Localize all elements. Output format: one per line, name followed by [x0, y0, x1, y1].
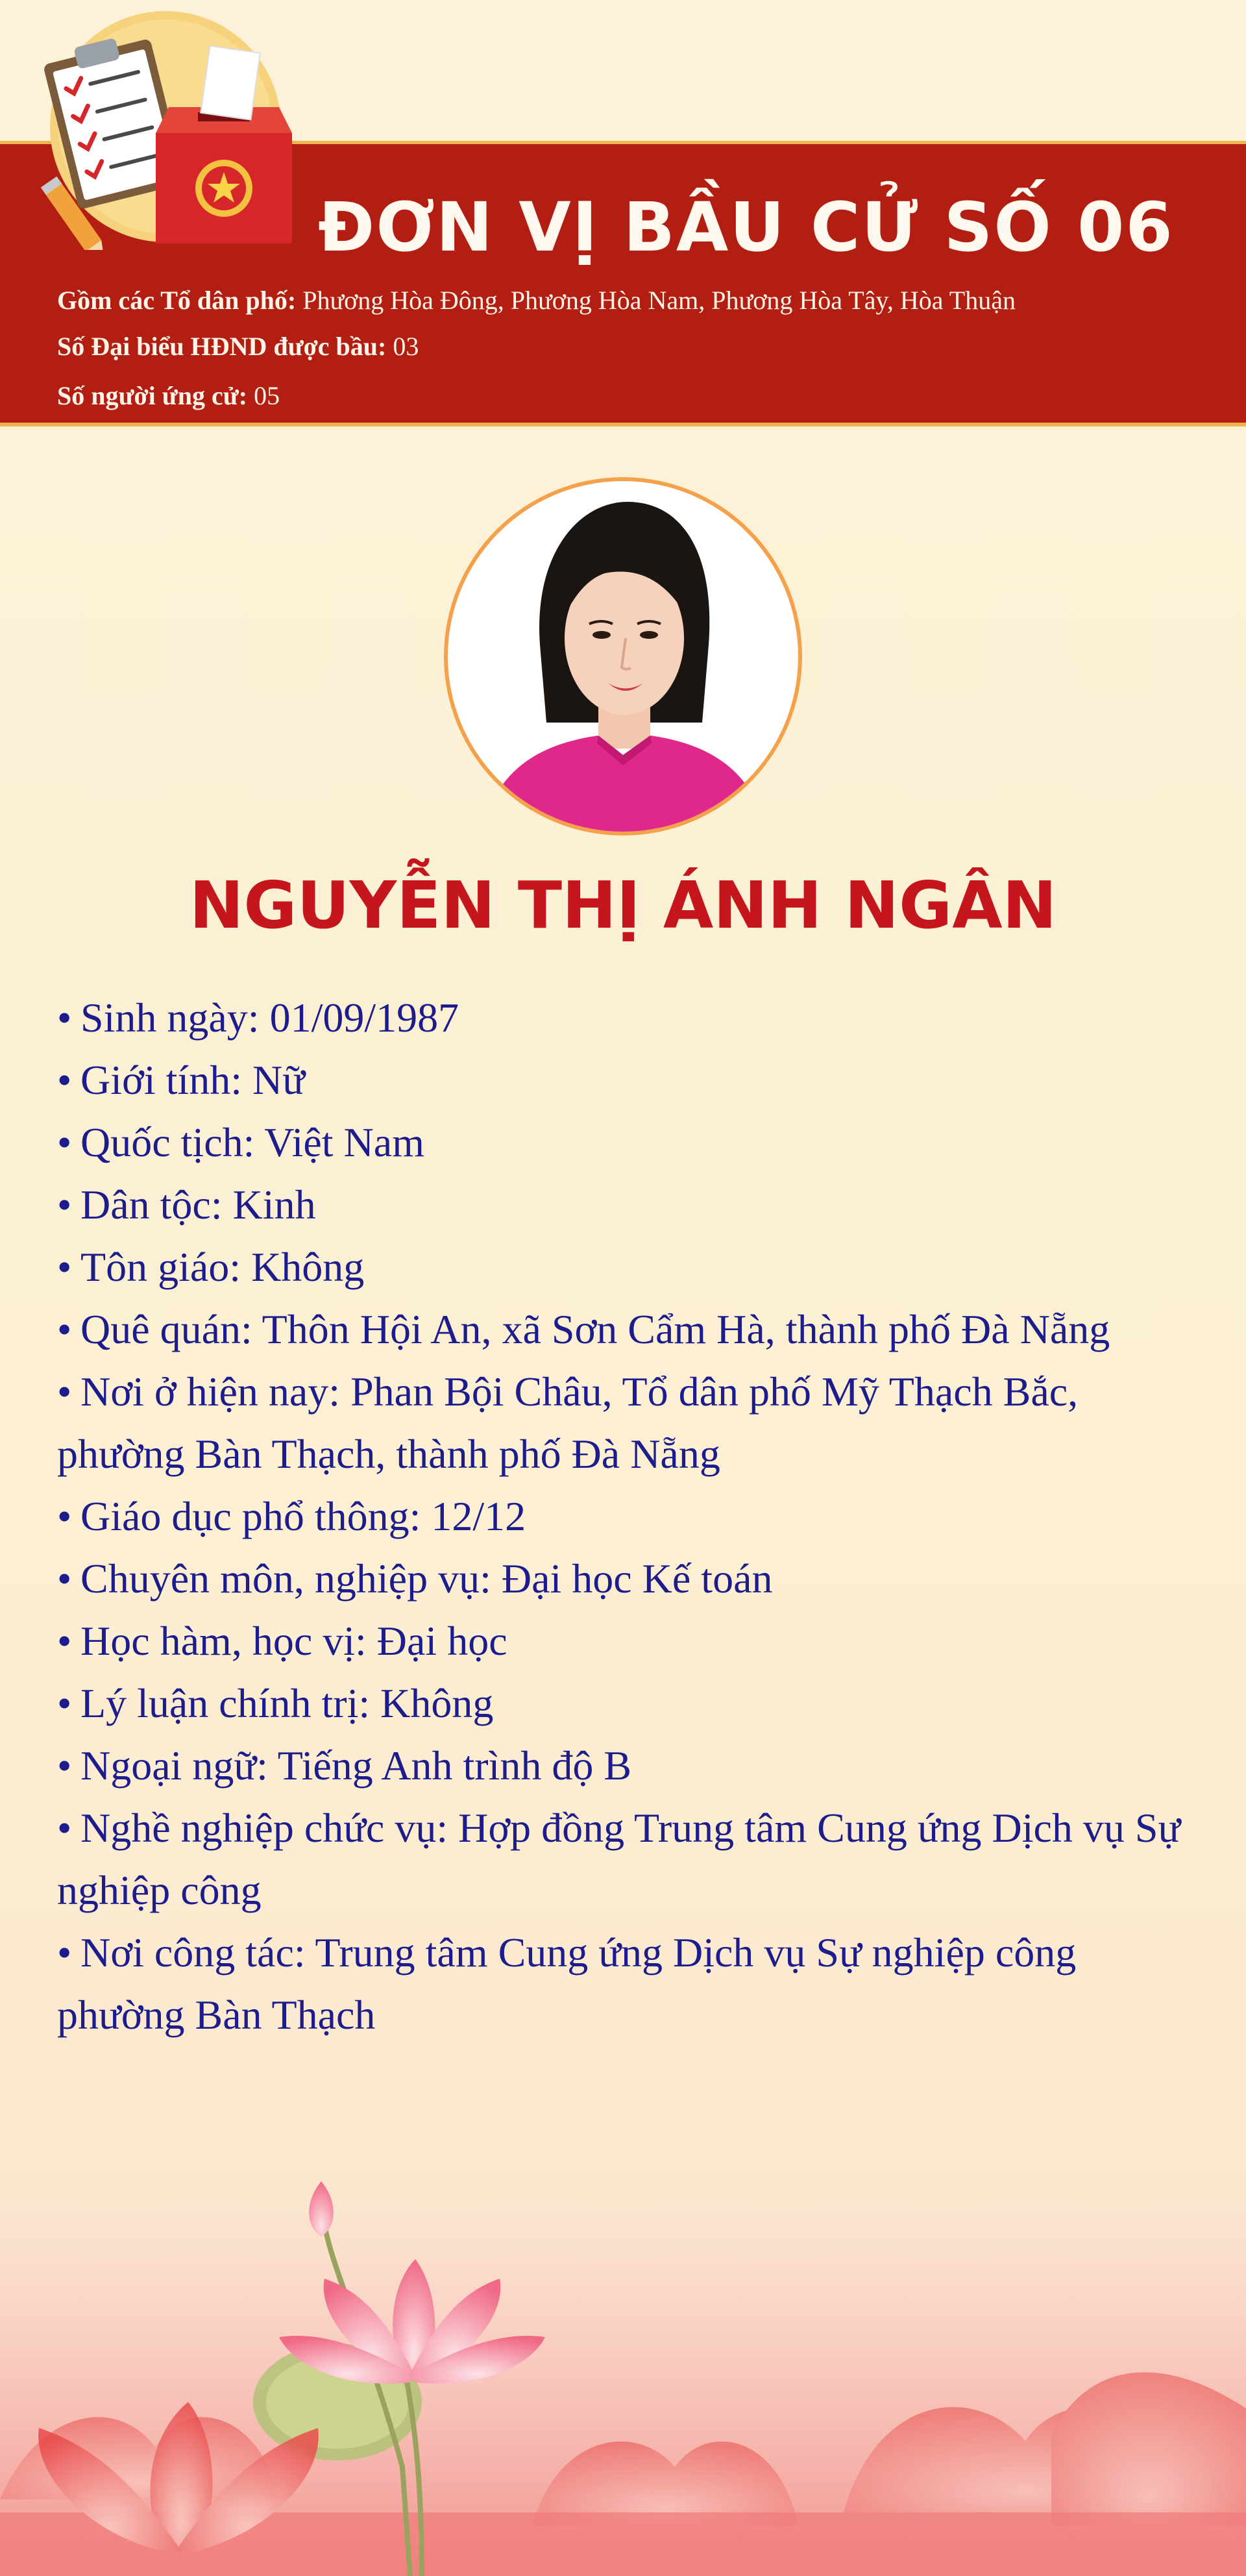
info-text: Sinh ngày: 01/09/1987 [80, 995, 459, 1041]
bullet: • [57, 1680, 72, 1726]
info-item-gender [57, 1049, 1199, 1111]
info-text: Nơi công tác: Trung tâm Cung ứng Dịch vụ Sự nghiệp công phường Bàn Thạch [57, 1929, 1077, 2038]
header-row-delegates-count [57, 329, 419, 364]
info-item-profession [57, 1548, 1199, 1610]
bullet: • [57, 1493, 72, 1539]
bullet: • [57, 1742, 72, 1789]
bullet: • [57, 1057, 72, 1103]
info-item-birth-date [57, 987, 1199, 1049]
header-row-value: 03 [393, 332, 419, 361]
info-item-occupation [57, 1797, 1199, 1922]
bullet: • [57, 1368, 72, 1415]
info-text: Nơi ở hiện nay: Phan Bội Châu, Tổ dân phố Mỹ Thạch Bắc, phường Bàn Thạch, thành phố Đà Nẵng [57, 1368, 1079, 1477]
ballot-box-clipboard-icon [32, 10, 299, 250]
bullet: • [57, 1805, 72, 1851]
info-text: Dân tộc: Kinh [80, 1182, 316, 1228]
header-row-candidates-count [57, 378, 280, 414]
header-row-label: Số Đại biểu HĐND được bầu: [57, 332, 387, 361]
bullet: • [57, 1618, 72, 1664]
header-row-value: 05 [254, 381, 280, 410]
info-text: Chuyên môn, nghiệp vụ: Đại học Kế toán [80, 1555, 773, 1602]
info-text: Tôn giáo: Không [80, 1244, 365, 1290]
info-item-political-theory [57, 1672, 1199, 1735]
info-text: Lý luận chính trị: Không [80, 1680, 494, 1726]
header-row-label: Số người ứng cử: [57, 381, 248, 410]
info-text: Quốc tịch: Việt Nam [80, 1119, 424, 1165]
info-text: Quê quán: Thôn Hội An, xã Sơn Cẩm Hà, thành phố Đà Nẵng [80, 1306, 1110, 1352]
bullet: • [57, 1119, 72, 1165]
bullet: • [57, 1555, 72, 1602]
bullet: • [57, 1306, 72, 1352]
info-item-general-education [57, 1485, 1199, 1548]
page-title: ĐƠN VỊ BẦU CỬ SỐ 06 [318, 188, 1174, 267]
info-text: Giới tính: Nữ [80, 1057, 305, 1103]
info-item-ethnicity [57, 1174, 1199, 1236]
candidate-info-list [57, 987, 1199, 2046]
header-row-residential-groups [57, 283, 1016, 318]
candidate-portrait [443, 476, 803, 837]
info-item-foreign-language [57, 1735, 1199, 1797]
bullet: • [57, 995, 72, 1041]
info-text: Học hàm, học vị: Đại học [80, 1618, 507, 1664]
candidate-name: NGUYỄN THỊ ÁNH NGÂN [189, 867, 1057, 943]
bullet: • [57, 1929, 72, 1975]
bullet: • [57, 1244, 72, 1290]
info-text: Nghề nghiệp chức vụ: Hợp đồng Trung tâm Cung ứng Dịch vụ Sự nghiệp công [57, 1805, 1181, 1913]
info-item-workplace [57, 1922, 1199, 2046]
info-item-residence [57, 1361, 1199, 1485]
info-text: Ngoại ngữ: Tiếng Anh trình độ B [80, 1742, 631, 1789]
info-item-nationality [57, 1111, 1199, 1174]
header-row-label: Gồm các Tổ dân phố: [57, 286, 297, 315]
info-item-religion [57, 1236, 1199, 1298]
info-item-academic-degree [57, 1610, 1199, 1672]
info-text: Giáo dục phổ thông: 12/12 [80, 1493, 526, 1539]
info-item-hometown [57, 1298, 1199, 1361]
header-row-value: Phương Hòa Đông, Phương Hòa Nam, Phương Hòa Tây, Hòa Thuận [302, 286, 1016, 315]
lotus-flowers-decoration [0, 2162, 1246, 2576]
bullet: • [57, 1182, 72, 1228]
